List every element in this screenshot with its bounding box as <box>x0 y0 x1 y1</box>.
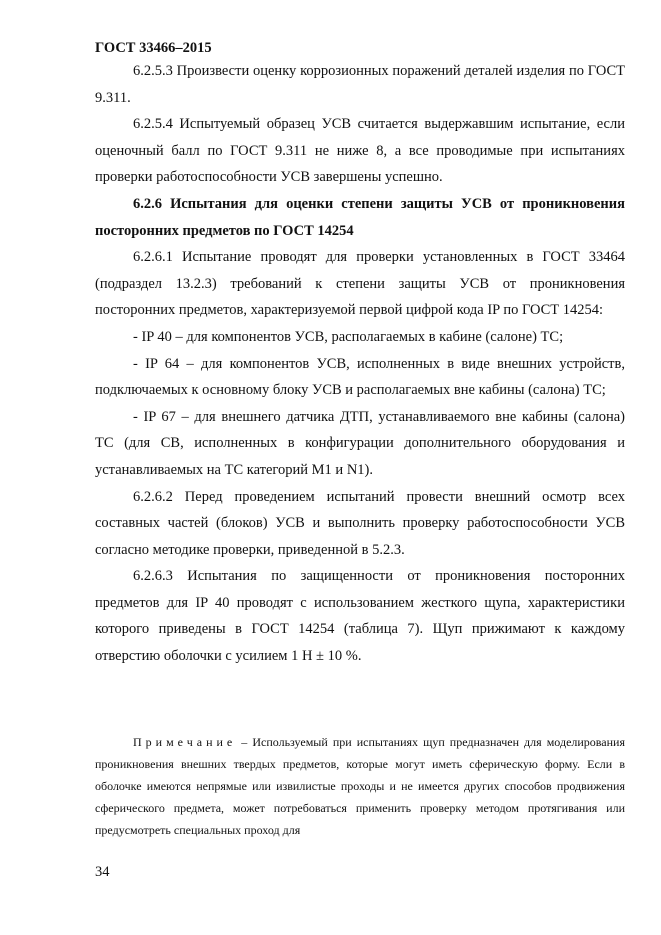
note-label: Примечание <box>133 735 237 749</box>
page-number: 34 <box>95 864 110 880</box>
paragraph-6-2-6-1: 6.2.6.1 Испытание проводят для проверки установленных в ГОСТ 33464 (подраздел 13.2.3) требований к степени защиты УСВ от проникновения посторонних предметов, характеризуемой первой цифрой кода IP по ГОСТ 14254: <box>95 249 625 319</box>
paragraph-6-2-5-3: 6.2.5.3 Произвести оценку коррозионных поражений деталей изделия по ГОСТ 9.311. <box>95 63 625 106</box>
note-block <box>95 731 625 841</box>
list-item-ip64: - IP 64 – для компонентов УСВ, исполненных в виде внешних устройств, подключаемых к основному блоку УСВ и располагаемых вне кабины (салона) ТС; <box>95 355 625 399</box>
section-heading-6-2-6: 6.2.6 Испытания для оценки степени защиты УСВ от проникновения посторонних предметов по ГОСТ 14254 <box>95 195 625 239</box>
paragraph-6-2-6-3: 6.2.6.3 Испытания по защищенности от проникновения посторонних предметов для IP 40 проводят с использованием жесткого щупа, характеристики которого приведены в ГОСТ 14254 (таблица 7). Щуп прижимают к каждому отверстию оболочки с усилием 1 Н ± 10 %. <box>95 568 625 665</box>
list-item-ip67: - IP 67 – для внешнего датчика ДТП, устанавливаемого вне кабины (салона) ТС (для СВ, исполненных в конфигурации дополнительного оборудования и устанавливаемых на ТС категорий М1 и N1). <box>95 408 625 478</box>
list-item-ip40: - IP 40 – для компонентов УСВ, располагаемых в кабине (салоне) ТС; <box>133 328 564 345</box>
document-body <box>95 58 625 670</box>
paragraph-6-2-5-4: 6.2.5.4 Испытуемый образец УСВ считается выдержавшим испытание, если оценочный балл по ГОСТ 9.311 не ниже 8, а все проводимые при испытаниях проверки работоспособности УСВ завершены успешно. <box>95 116 625 186</box>
document-header: ГОСТ 33466–2015 <box>95 40 212 56</box>
paragraph-6-2-6-2: 6.2.6.2 Перед проведением испытаний провести внешний осмотр всех составных частей (блоков) УСВ и выполнить проверку работоспособности УСВ согласно методике проверки, приведенной в 5.2.3. <box>95 488 625 558</box>
note-text: – Используемый при испытаниях щуп предназначен для моделирования проникновения внешних твердых предметов, которые могут иметь сферическую форму. Если в оболочке имеются непрямые или извилистые проходы и не имеется других способов продвижения сферического предмета, может потребоваться применить проверку методом протягивания или предусмотреть специальных проход для <box>95 735 625 837</box>
